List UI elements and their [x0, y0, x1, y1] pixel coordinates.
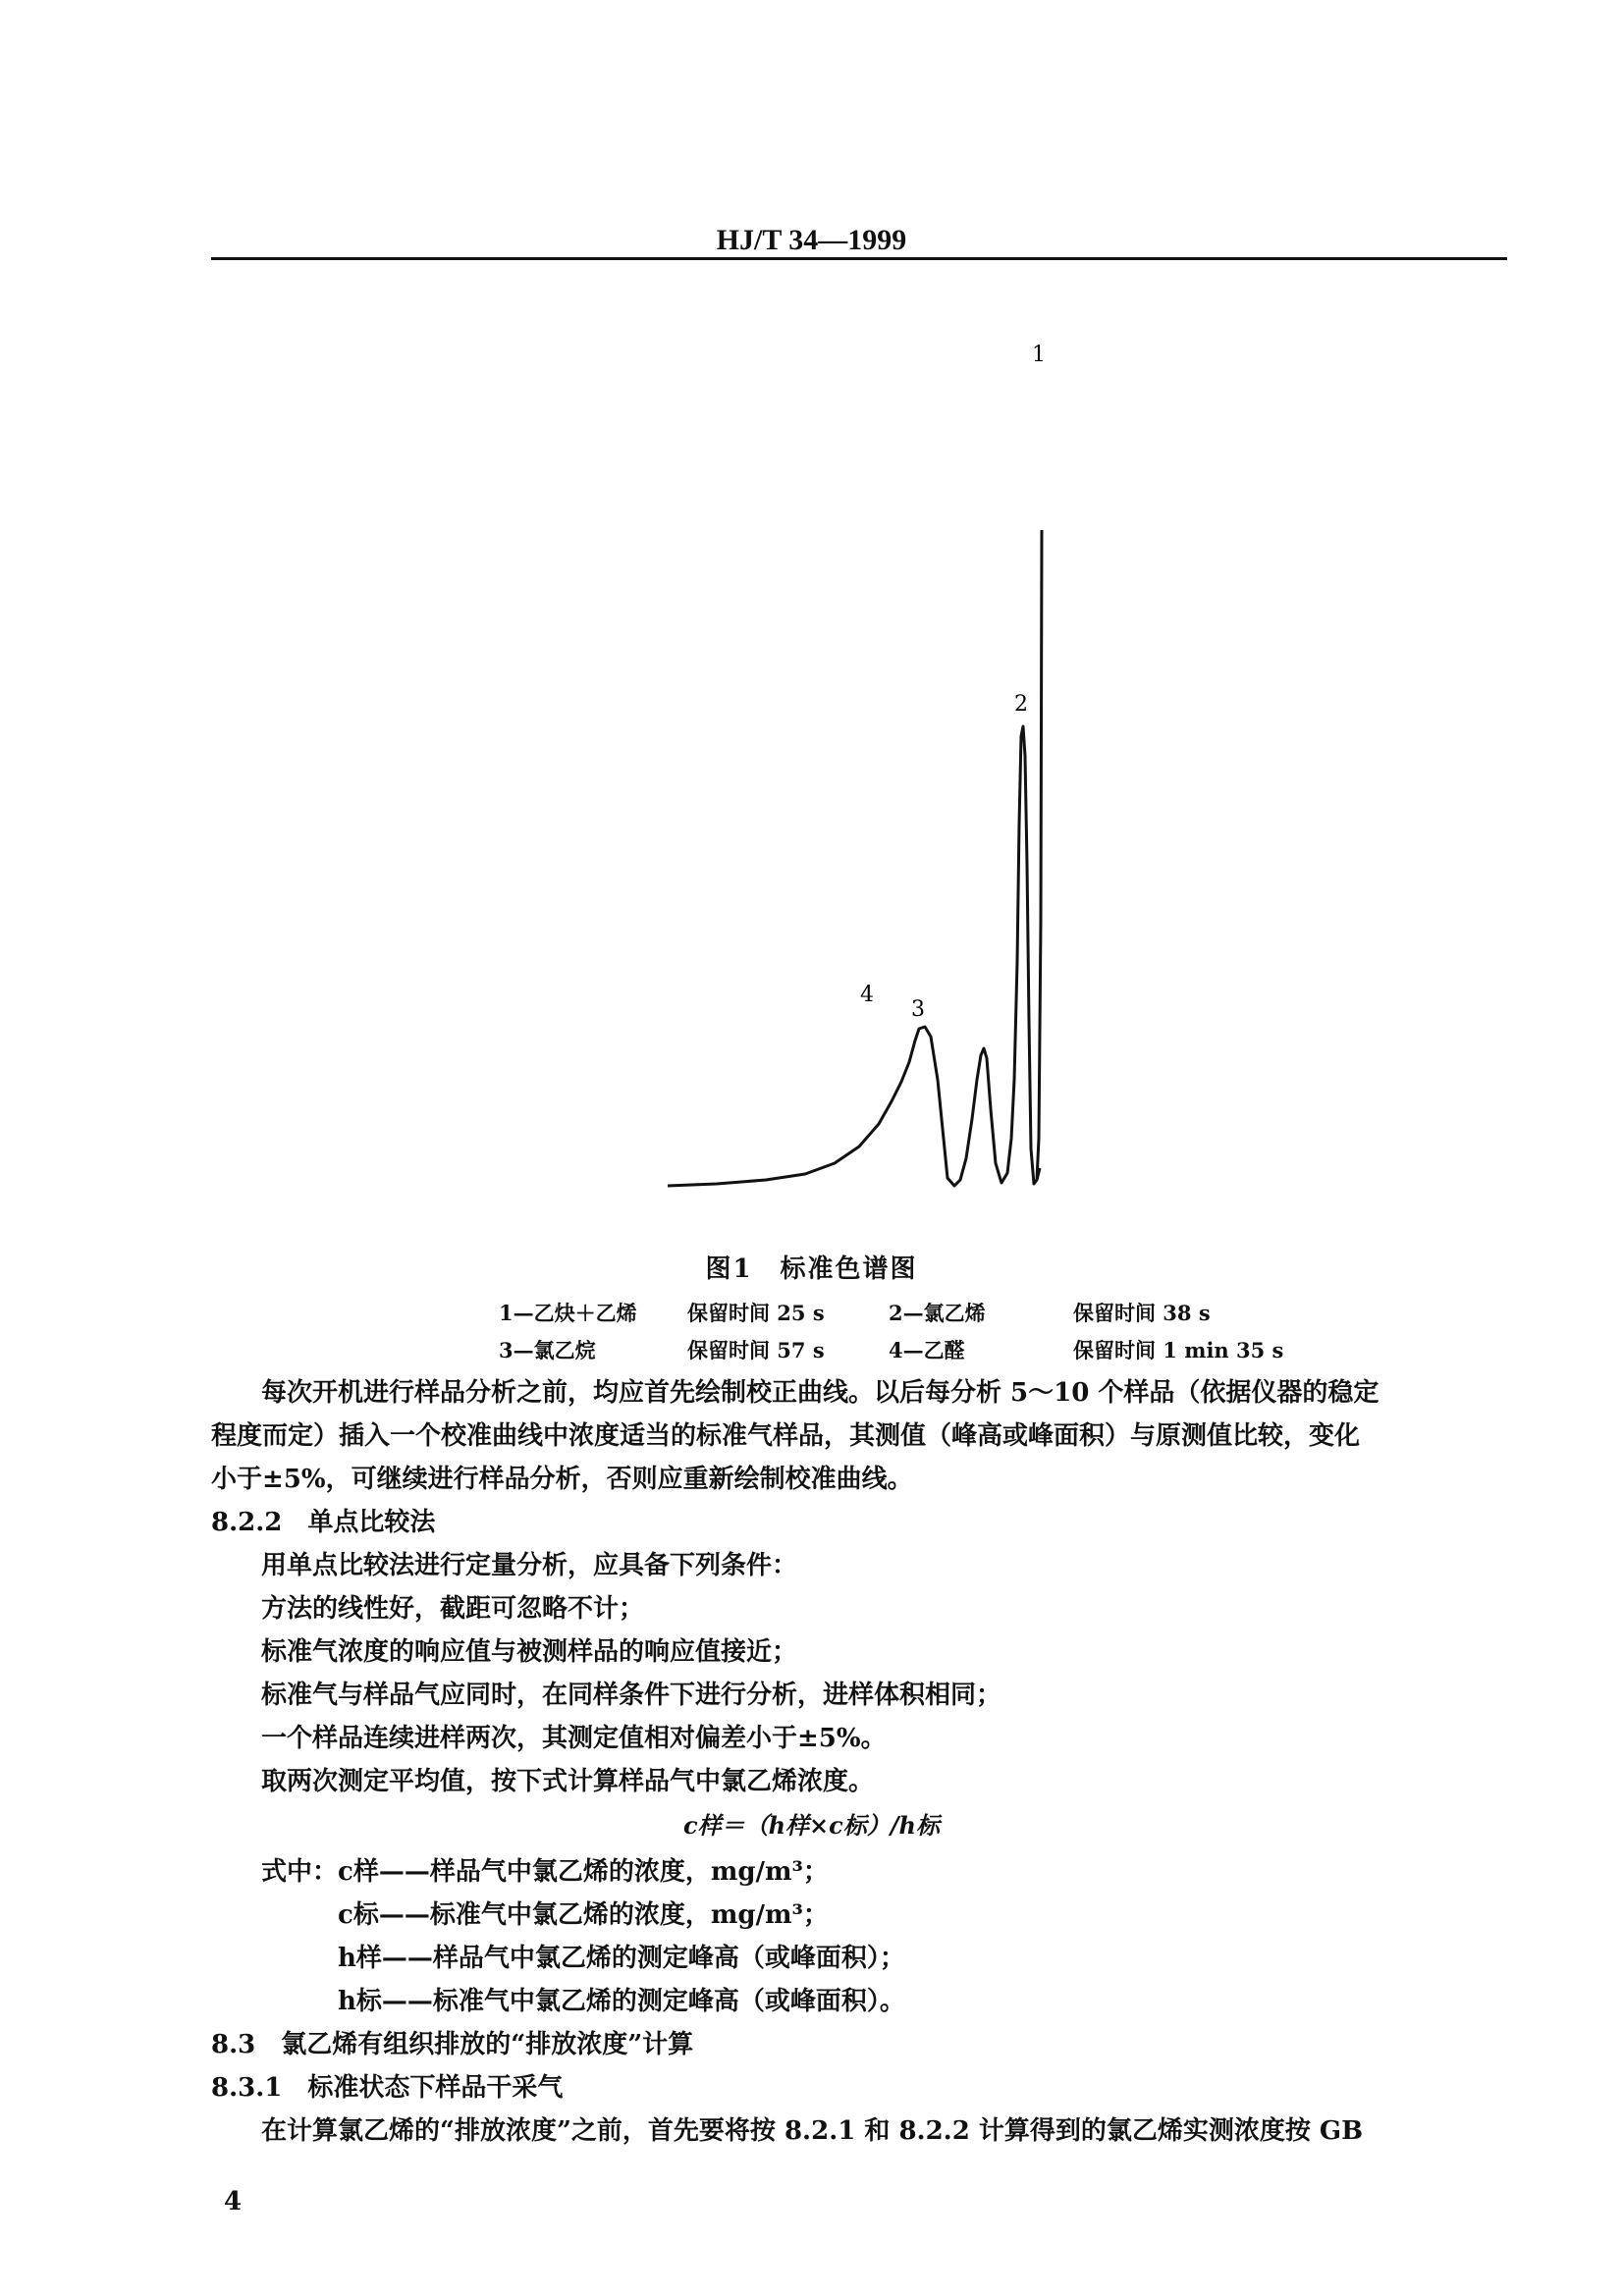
section-heading-8-2-2: 8.2.2 单点比较法	[211, 1508, 436, 1537]
condition-3: 标准气浓度的响应值与被测样品的响应值接近；	[261, 1637, 798, 1667]
para1-line-1: 每次开机进行样品分析之前，均应首先绘制校正曲线。以后每分析 5～10 个样品（依据仪器的稳定	[261, 1378, 1380, 1408]
legend-item-2-time: 保留时间 38 s	[1073, 1301, 1211, 1325]
figure-caption: 图1 标准色谱图	[705, 1255, 918, 1284]
legend-item-3-name: 3—氯乙烷	[499, 1338, 596, 1362]
para1-line-2: 程度而定）插入一个校准曲线中浓度适当的标准气样品，其测值（峰高或峰面积）与原测值比较，变化	[211, 1421, 1361, 1451]
condition-4: 标准气与样品气应同时，在同样条件下进行分析，进样体积相同；	[261, 1681, 1002, 1710]
definition-1: c样——样品气中氯乙烯的浓度，mg/m³；	[338, 1857, 829, 1887]
page-number: 4	[224, 2187, 243, 2216]
condition-5: 一个样品连续进样两次，其测定值相对偏差小于±5%。	[261, 1724, 887, 1753]
legend-item-1-time: 保留时间 25 s	[687, 1301, 825, 1325]
standard-code: HJ/T 34—1999	[716, 224, 907, 256]
peak-label-3: 3	[911, 997, 925, 1022]
definition-4: h标——标准气中氯乙烯的测定峰高（或峰面积）。	[338, 1987, 905, 2016]
legend-item-4-name: 4—乙醛	[889, 1338, 965, 1362]
peak-label-4: 4	[860, 983, 874, 1007]
definition-3: h样——样品气中氯乙烯的测定峰高（或峰面积）；	[338, 1944, 905, 1973]
where-label: 式中：	[261, 1857, 339, 1887]
formula: c样＝（h样×c标）/h标	[683, 1811, 940, 1840]
chromatogram-trace	[668, 726, 1040, 1186]
header-rule	[211, 257, 1507, 260]
legend-item-1-name: 1—乙炔＋乙烯	[499, 1301, 637, 1325]
legend-item-3-time: 保留时间 57 s	[687, 1338, 825, 1362]
condition-2: 方法的线性好，截距可忽略不计；	[261, 1594, 645, 1624]
para1-line-3: 小于±5%，可继续进行样品分析，否则应重新绘制校准曲线。	[211, 1465, 913, 1494]
legend-item-4-time: 保留时间 1 min 35 s	[1073, 1338, 1284, 1362]
section-heading-8-3-1: 8.3.1 标准状态下样品干采气	[211, 2073, 564, 2103]
legend-item-2-name: 2—氯乙烯	[889, 1301, 986, 1325]
condition-1: 用单点比较法进行定量分析，应具备下列条件：	[261, 1551, 798, 1580]
definition-2: c标——标准气中氯乙烯的浓度，mg/m³；	[338, 1900, 829, 1930]
peak-label-2: 2	[1014, 692, 1028, 717]
chromatogram-figure	[648, 334, 1046, 1217]
chromatogram-trace-peak1	[1037, 530, 1042, 1180]
peak-label-1: 1	[1032, 343, 1046, 367]
condition-6: 取两次测定平均值，按下式计算样品气中氯乙烯浓度。	[261, 1767, 875, 1796]
last-body-line: 在计算氯乙烯的“排放浓度”之前，首先要将按 8.2.1 和 8.2.2 计算得到的氯乙烯实测浓度按 GB	[261, 2116, 1364, 2146]
section-heading-8-3: 8.3 氯乙烯有组织排放的“排放浓度”计算	[211, 2030, 694, 2059]
